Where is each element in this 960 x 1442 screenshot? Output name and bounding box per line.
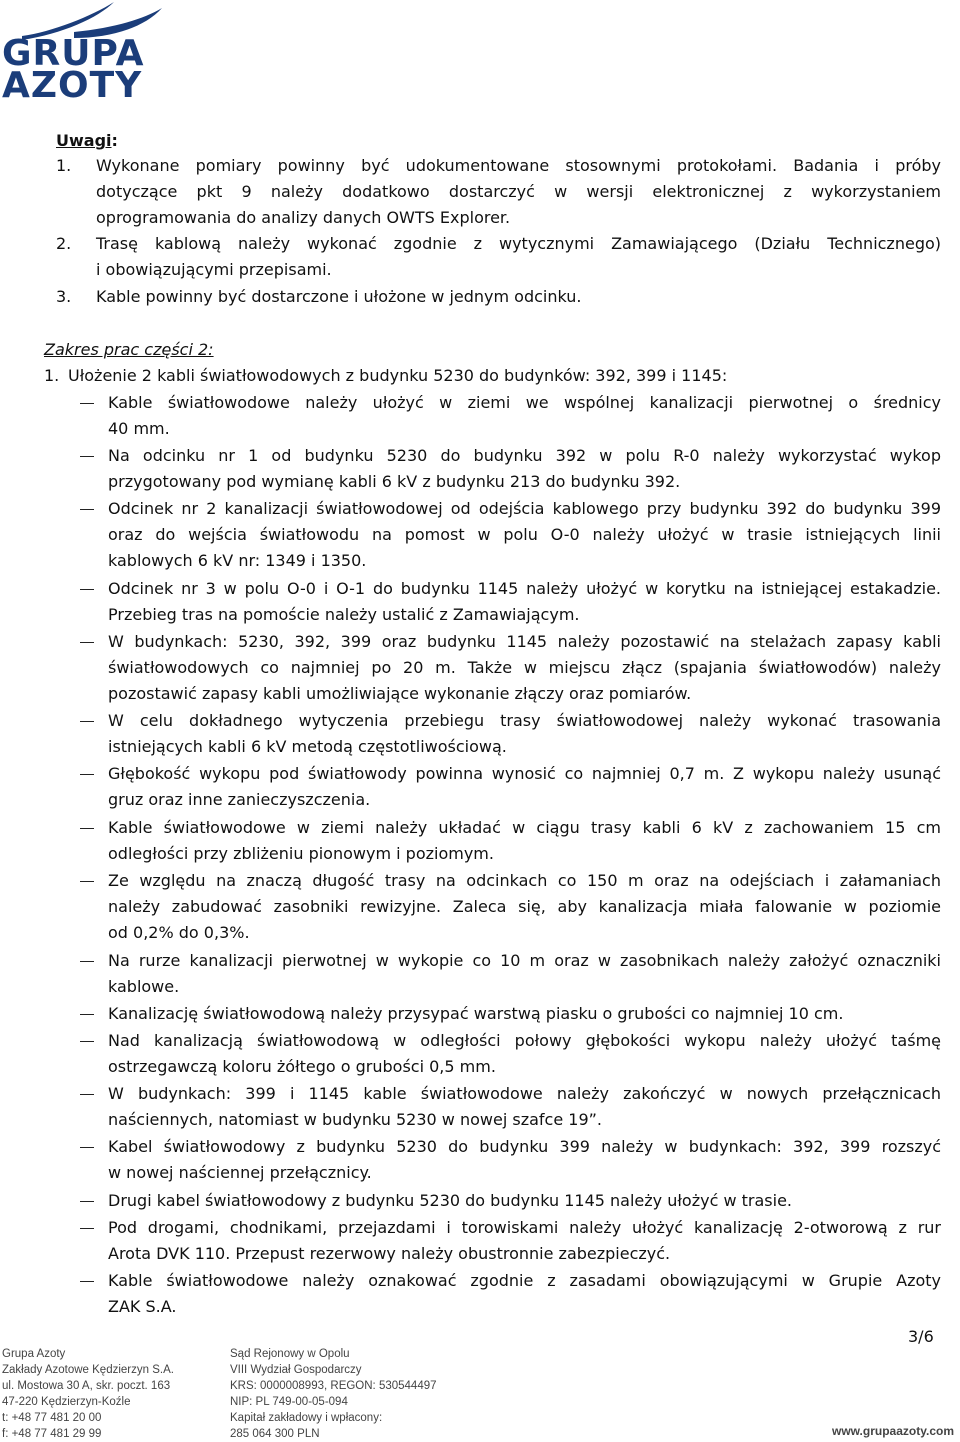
bullet-line: w nowej naściennej przełącznicy.: [108, 1163, 372, 1182]
bullet-line: Nad kanalizacją światłowodową w odległości połowy głębokości wykopu należy ułożyć taśmę: [108, 1031, 941, 1050]
logo-text-line2: AZOTY: [2, 65, 143, 106]
dash-bullet-icon: [80, 1201, 94, 1202]
footer-line: 47-220 Kędzierzyn-Koźle: [2, 1396, 131, 1408]
bullet-line: W budynkach: 5230, 392, 399 oraz budynku 1145 należy pozostawić na stelażach zapasy kabli: [108, 632, 941, 651]
bullet-line: Kable światłowodowe w ziemi należy układać w ciągu trasy kabli 6 kV z zachowaniem 15 cm: [108, 818, 941, 837]
bullet-line: Kanalizację światłowodową należy przysypać warstwą piasku o grubości co najmniej 10 cm.: [108, 1004, 844, 1023]
zakres-item-number: 1.: [44, 366, 60, 385]
page-number: 3/6: [908, 1327, 934, 1346]
bullet-line: 40 mm.: [108, 419, 170, 438]
bullet-line: odległości przy zbliżeniu pionowym i poziomym.: [108, 844, 494, 863]
dash-bullet-icon: [80, 1014, 94, 1015]
company-logo: [2, 2, 164, 106]
bullet-line: od 0,2% do 0,3%.: [108, 923, 250, 942]
bullet-line: Na rurze kanalizacji pierwotnej w wykopie co 10 m oraz w zasobnikach należy założyć oznaczniki: [108, 951, 941, 970]
footer-line: KRS: 0000008993, REGON: 530544497: [230, 1380, 437, 1392]
footer-line: t: +48 77 481 20 00: [2, 1412, 102, 1424]
footer-line: Zakłady Azotowe Kędzierzyn S.A.: [2, 1364, 174, 1376]
footer-line: Sąd Rejonowy w Opolu: [230, 1348, 350, 1360]
footer-line: 285 064 300 PLN: [230, 1428, 320, 1440]
dash-bullet-icon: [80, 642, 94, 643]
dash-bullet-icon: [80, 509, 94, 510]
bullet-line: Odcinek nr 3 w polu O-0 i O-1 do budynku 1145 należy ułożyć w korytku na istniejącej estakadzie.: [108, 579, 941, 598]
bullet-line: gruz oraz inne zanieczyszczenia.: [108, 790, 371, 809]
website-link[interactable]: www.grupaazoty.com: [832, 1424, 955, 1438]
footer-line: Grupa Azoty: [2, 1348, 66, 1360]
dash-bullet-icon: [80, 1041, 94, 1042]
uwagi-heading: [56, 131, 118, 151]
dash-bullet-icon: [80, 1094, 94, 1095]
bullet-line: kablowe.: [108, 977, 180, 996]
bullet-line: naściennych, natomiast w budynku 5230 w nowej szafce 19”.: [108, 1110, 602, 1129]
dash-bullet-icon: [80, 828, 94, 829]
bullet-line: Odcinek nr 2 kanalizacji światłowodowej od odejścia kablowego przy budynku 392 do budynku 399: [108, 499, 941, 518]
bullet-line: Pod drogami, chodnikami, przejazdami i torowiskami należy ułożyć kanalizację 2-otworową z rur: [108, 1218, 941, 1237]
dash-bullet-icon: [80, 456, 94, 457]
footer-line: VIII Wydział Gospodarczy: [230, 1364, 362, 1376]
uwagi-item-number: 2.: [56, 234, 72, 253]
logo-text-line1: GRUPA: [2, 33, 145, 74]
bullet-line: Głębokość wykopu pod światłowody powinna wynosić co najmniej 0,7 m. Z wykopu należy usunąć: [108, 764, 941, 783]
uwagi-item-line: Wykonane pomiary powinny być udokumentowane stosownymi protokołami. Badania i próby: [96, 156, 941, 175]
bullet-line: ZAK S.A.: [108, 1297, 177, 1316]
uwagi-item-line: Trasę kablową należy wykonać zgodnie z wytycznymi Zamawiającego (Działu Technicznego): [96, 234, 941, 253]
dash-bullet-icon: [80, 961, 94, 962]
bullet-line: Kable światłowodowe należy oznakować zgodnie z zasadami obowiązującymi w Grupie Azoty: [108, 1271, 941, 1290]
bullet-line: Arota DVK 110. Przepust rezerwowy należy obustronnie zabezpieczyć.: [108, 1244, 671, 1263]
footer-line: NIP: PL 749-00-05-094: [230, 1396, 348, 1408]
bullet-line: przygotowany pod wymianę kabli 6 kV z budynku 213 do budynku 392.: [108, 472, 681, 491]
footer-company-info: [2, 1346, 174, 1442]
bullet-line: W budynkach: 399 i 1145 kable światłowodowe należy zakończyć w nowych przełącznicach: [108, 1084, 941, 1103]
bullet-line: Przebieg tras na pomoście należy ustalić z Zamawiającym.: [108, 605, 580, 624]
bullet-line: kablowych 6 kV nr: 1349 i 1350.: [108, 551, 367, 570]
bullet-line: Kable światłowodowe należy ułożyć w ziemi we wspólnej kanalizacji pierwotnej o średnicy: [108, 393, 941, 412]
bullet-line: Ze względu na znaczą długość trasy na odcinkach co 150 m oraz na odejściach i załamaniach: [108, 871, 941, 890]
uwagi-title: Uwagi: [56, 131, 112, 150]
uwagi-item-number: 3.: [56, 287, 72, 306]
bullet-line: Drugi kabel światłowodowy z budynku 5230 do budynku 1145 należy ułożyć w trasie.: [108, 1191, 792, 1210]
dash-bullet-icon: [80, 774, 94, 775]
bullet-line: Na odcinku nr 1 od budynku 5230 do budynku 392 w polu R-0 należy wykorzystać wykop: [108, 446, 941, 465]
dash-bullet-icon: [80, 1147, 94, 1148]
uwagi-item-number: 1.: [56, 156, 72, 175]
dash-bullet-icon: [80, 589, 94, 590]
bullet-line: Kabel światłowodowy z budynku 5230 do budynku 399 należy w budynkach: 392, 399 rozszyć: [108, 1137, 941, 1156]
dash-bullet-icon: [80, 403, 94, 404]
bullet-line: istniejących kabli 6 kV metodą częstotliwościową.: [108, 737, 507, 756]
bullet-line: pozostawić zapasy kabli umożliwiające wykonanie złączy oraz pomiarów.: [108, 684, 692, 703]
uwagi-colon: :: [111, 131, 118, 150]
bullet-line: oraz do wejścia światłowodu na pomost w polu O-0 należy ułożyć w trasie istniejących linii: [108, 525, 941, 544]
footer-line: f: +48 77 481 29 99: [2, 1428, 102, 1440]
zakres-heading: Zakres prac części 2:: [44, 340, 214, 359]
footer-registry-info: [230, 1346, 437, 1442]
uwagi-item-line: i obowiązującymi przepisami.: [96, 260, 332, 279]
dash-bullet-icon: [80, 721, 94, 722]
uwagi-item-line: Kable powinny być dostarczone i ułożone w jednym odcinku.: [96, 287, 582, 306]
zakres-item-text: Ułożenie 2 kabli światłowodowych z budynku 5230 do budynków: 392, 399 i 1145:: [68, 366, 728, 385]
bullet-line: ostrzegawczą koloru żółtego o grubości 0,5 mm.: [108, 1057, 496, 1076]
dash-bullet-icon: [80, 1228, 94, 1229]
dash-bullet-icon: [80, 881, 94, 882]
bullet-line: światłowodowych co najmniej po 20 m. Także w miejscu złącz (spajania światłowodów) należy: [108, 658, 941, 677]
bullet-line: W celu dokładnego wytyczenia przebiegu trasy światłowodowej należy wykonać trasowania: [108, 711, 941, 730]
uwagi-item-line: dotyczące pkt 9 należy dodatkowo dostarczyć w wersji elektronicznej z wykorzystaniem: [96, 182, 941, 201]
footer-line: Kapitał zakładowy i wpłacony:: [230, 1412, 383, 1424]
bullet-line: należy zabudować zasobniki rewizyjne. Zaleca się, aby kanalizacja miała falowanie w poziomie: [108, 897, 941, 916]
uwagi-item-line: oprogramowania do analizy danych OWTS Explorer.: [96, 208, 511, 227]
dash-bullet-icon: [80, 1281, 94, 1282]
footer-line: ul. Mostowa 30 A, skr. poczt. 163: [2, 1380, 171, 1392]
